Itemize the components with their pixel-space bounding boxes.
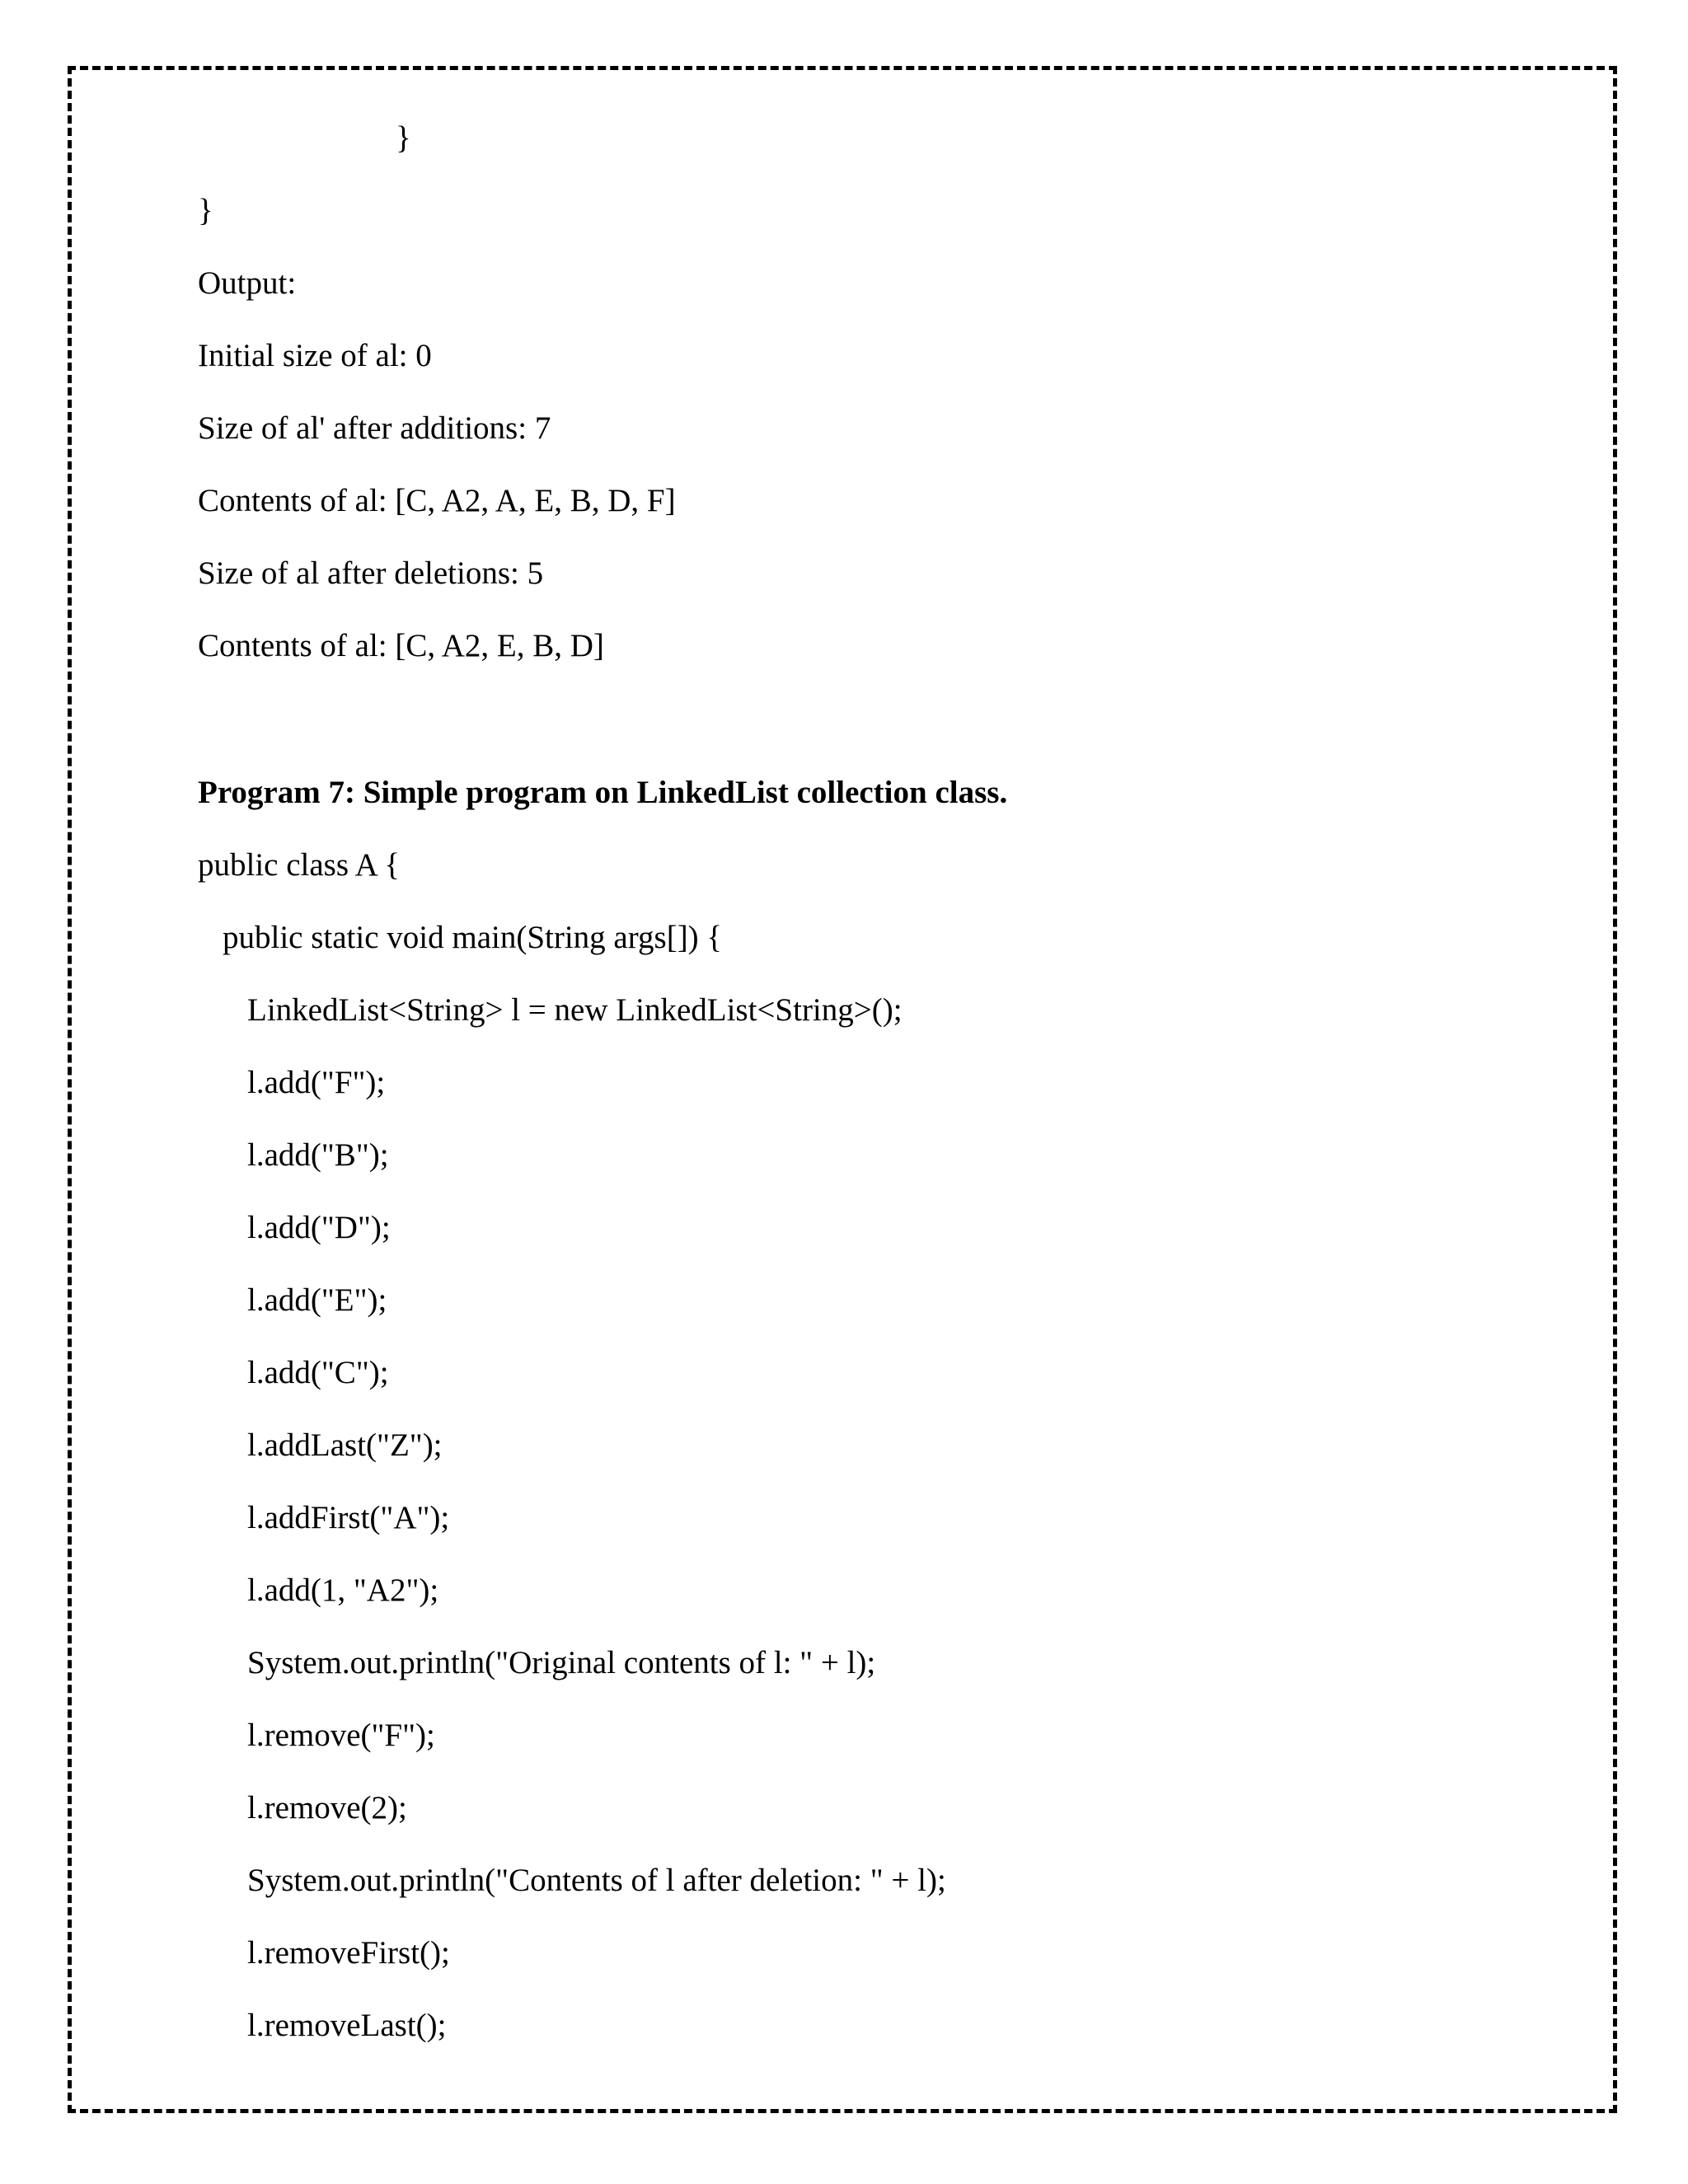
code-line: System.out.println("Contents of l after deletion: " + l); bbox=[247, 1863, 946, 1898]
output-heading: Output: bbox=[198, 265, 297, 301]
code-line: l.add("F"); bbox=[247, 1065, 386, 1100]
code-line: l.addFirst("A"); bbox=[247, 1500, 450, 1535]
code-line: LinkedList<String> l = new LinkedList<String>(); bbox=[247, 992, 903, 1028]
code-line: l.removeFirst(); bbox=[247, 1935, 450, 1971]
output-line: Contents of al: [C, A2, E, B, D] bbox=[198, 628, 604, 663]
code-line: l.add(1, "A2"); bbox=[247, 1572, 439, 1608]
code-line: l.remove("F"); bbox=[247, 1718, 435, 1753]
output-line: Size of al' after additions: 7 bbox=[198, 410, 551, 446]
code-line: l.add("B"); bbox=[247, 1137, 389, 1173]
code-line: l.removeLast(); bbox=[247, 2008, 447, 2043]
outer-closing-brace: } bbox=[198, 193, 213, 228]
output-line: Contents of al: [C, A2, A, E, B, D, F] bbox=[198, 483, 676, 518]
code-line: public static void main(String args[]) { bbox=[223, 920, 723, 955]
code-line: l.addLast("Z"); bbox=[247, 1427, 443, 1463]
code-line: l.add("C"); bbox=[247, 1355, 389, 1390]
code-line: System.out.println("Original contents of l: " + l); bbox=[247, 1645, 876, 1680]
code-line: l.add("D"); bbox=[247, 1210, 391, 1245]
output-line: Size of al after deletions: 5 bbox=[198, 555, 544, 591]
output-line: Initial size of al: 0 bbox=[198, 338, 432, 373]
code-line: l.add("E"); bbox=[247, 1282, 387, 1318]
program-title: Program 7: Simple program on LinkedList collection class. bbox=[198, 775, 1008, 810]
inner-closing-brace: } bbox=[396, 120, 411, 156]
code-line: l.remove(2); bbox=[247, 1790, 407, 1825]
code-line: public class A { bbox=[198, 847, 401, 883]
